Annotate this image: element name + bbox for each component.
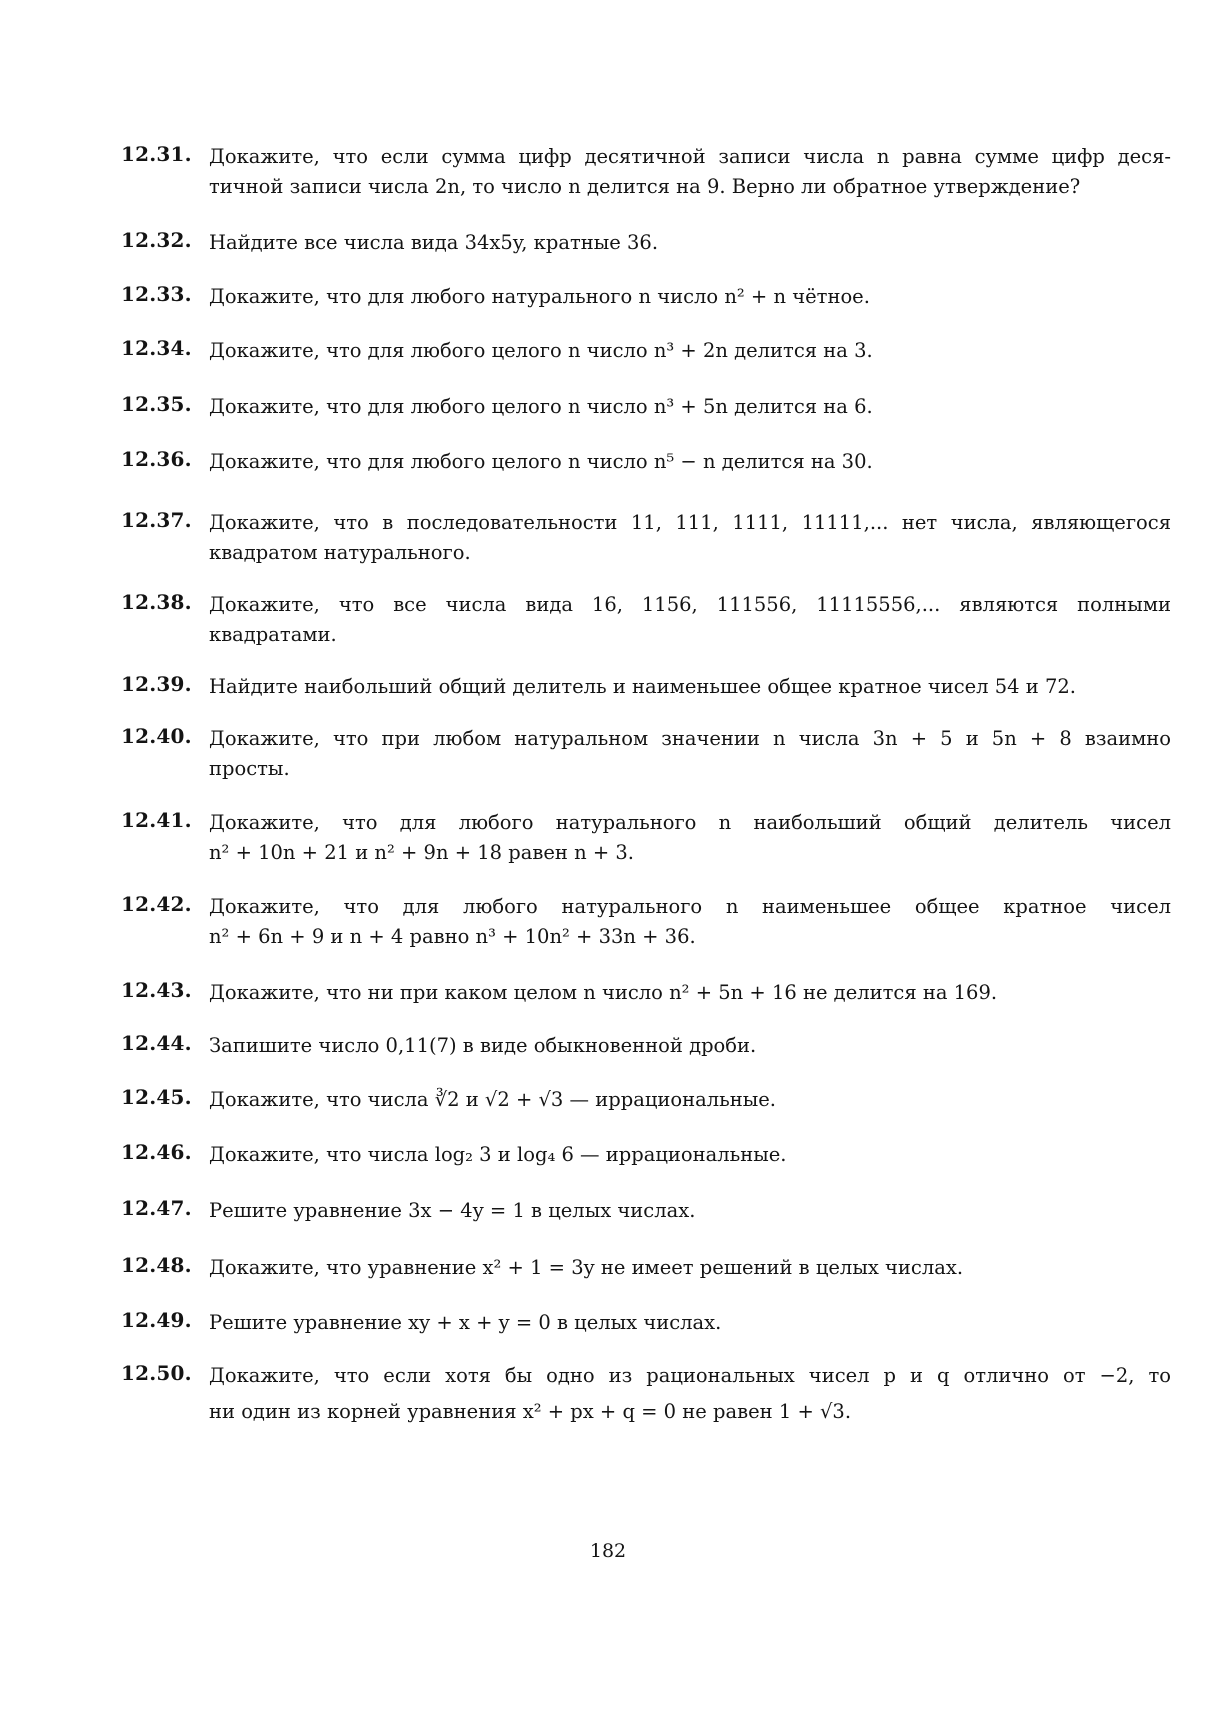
page-number: 182 xyxy=(589,1540,627,1562)
problem-number: 12.33. xyxy=(121,282,192,306)
problem-number: 12.40. xyxy=(121,724,192,748)
problem-text-line: Докажите, что ни при каком целом n число n² + 5n + 16 не делится на 169. xyxy=(209,981,998,1004)
problem-text-line: Докажите, что для любого натурального n наименьшее общее кратное чисел xyxy=(209,895,1171,918)
problem-text-line: Докажите, что все числа вида 16, 1156, 111556, 11115556,... являются полными xyxy=(209,593,1171,616)
problem-number: 12.44. xyxy=(121,1031,192,1055)
problem-text-line: n² + 6n + 9 и n + 4 равно n³ + 10n² + 33n + 36. xyxy=(209,925,696,948)
problem-text-line: Докажите, что числа log₂ 3 и log₄ 6 — иррациональные. xyxy=(209,1143,787,1166)
problem-text-line: Решите уравнение xy + x + y = 0 в целых числах. xyxy=(209,1311,722,1334)
problem-text-line: тичной записи числа 2n, то число n делится на 9. Верно ли обратное утверждение? xyxy=(209,175,1081,198)
problem-number: 12.49. xyxy=(121,1308,192,1332)
problem-text-line: Докажите, что в последовательности 11, 111, 1111, 11111,... нет числа, являющегося xyxy=(209,511,1171,534)
problem-text-line: Докажите, что при любом натуральном значении n числа 3n + 5 и 5n + 8 взаимно xyxy=(209,727,1171,750)
problem-text-line: Докажите, что для любого целого n число n³ + 2n делится на 3. xyxy=(209,339,873,362)
problem-text-line: квадратом натурального. xyxy=(209,541,471,564)
problem-number: 12.37. xyxy=(121,508,192,532)
problem-number: 12.35. xyxy=(121,392,192,416)
problem-text-line: Найдите наибольший общий делитель и наименьшее общее кратное чисел 54 и 72. xyxy=(209,675,1076,698)
problem-text-line: Докажите, что для любого натурального n наибольший общий делитель чисел xyxy=(209,811,1171,834)
problem-number: 12.42. xyxy=(121,892,192,916)
problem-number: 12.43. xyxy=(121,978,192,1002)
problem-number: 12.31. xyxy=(121,142,192,166)
problem-text-line: Докажите, что числа ∛2 и √2 + √3 — иррациональные. xyxy=(209,1088,776,1111)
problem-text-line: n² + 10n + 21 и n² + 9n + 18 равен n + 3. xyxy=(209,841,634,864)
problem-text-line: Докажите, что если хотя бы одно из рациональных чисел p и q отлично от −2, то xyxy=(209,1364,1171,1387)
problem-text-line: просты. xyxy=(209,757,290,780)
problem-text-line: ни один из корней уравнения x² + px + q = 0 не равен 1 + √3. xyxy=(209,1400,852,1423)
problem-number: 12.46. xyxy=(121,1140,192,1164)
problem-number: 12.39. xyxy=(121,672,192,696)
problem-text-line: Докажите, что если сумма цифр десятичной записи числа n равна сумме цифр деся- xyxy=(209,145,1171,168)
problem-text-line: Докажите, что уравнение x² + 1 = 3y не имеет решений в целых числах. xyxy=(209,1256,964,1279)
problem-text-line: Докажите, что для любого натурального n число n² + n чётное. xyxy=(209,285,870,308)
problem-number: 12.34. xyxy=(121,336,192,360)
problem-text-line: Решите уравнение 3x − 4y = 1 в целых числах. xyxy=(209,1199,696,1222)
problem-number: 12.36. xyxy=(121,447,192,471)
problem-text-line: квадратами. xyxy=(209,623,337,646)
problem-text-line: Запишите число 0,11(7) в виде обыкновенной дроби. xyxy=(209,1034,757,1057)
problem-number: 12.48. xyxy=(121,1253,192,1277)
problem-number: 12.45. xyxy=(121,1085,192,1109)
problem-number: 12.32. xyxy=(121,228,192,252)
problem-number: 12.41. xyxy=(121,808,192,832)
problem-text-line: Докажите, что для любого целого n число n³ + 5n делится на 6. xyxy=(209,395,873,418)
problem-text-line: Докажите, что для любого целого n число n⁵ − n делится на 30. xyxy=(209,450,873,473)
problem-number: 12.47. xyxy=(121,1196,192,1220)
problem-number: 12.50. xyxy=(121,1361,192,1385)
problem-number: 12.38. xyxy=(121,590,192,614)
problem-text-line: Найдите все числа вида 34x5y, кратные 36. xyxy=(209,231,659,254)
